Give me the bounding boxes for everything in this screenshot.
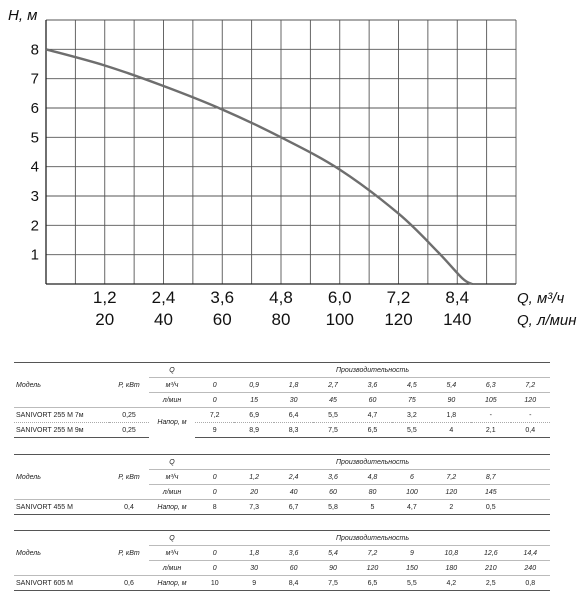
m3h-cell: 3,6 (274, 546, 313, 561)
lmin-cell: 60 (313, 485, 352, 500)
model-label: Модель (16, 381, 41, 389)
perf-label: Производительность (195, 363, 550, 378)
head-cell: 5,5 (392, 576, 431, 591)
lmin-cell: 0 (195, 561, 234, 576)
model-power: 0,4 (109, 500, 149, 515)
x-tick-labels-lmin (95, 310, 471, 329)
table-row (14, 423, 550, 438)
lmin-cell: 30 (274, 393, 313, 408)
lmin-cell: 15 (234, 393, 273, 408)
m3h-cell: 0 (195, 546, 234, 561)
head-cell: 6,7 (274, 500, 313, 515)
head-cell: 8 (195, 500, 234, 515)
head-cell: 2,5 (471, 576, 510, 591)
y-tick-label: 6 (30, 100, 39, 117)
m3h-cell: 7,2 (511, 378, 551, 393)
model-power: 0,25 (109, 408, 149, 423)
head-cell: - (511, 408, 551, 423)
head-cell: 5,5 (392, 423, 431, 438)
lmin-cell: 0 (195, 393, 234, 408)
model-name: SANIVORT 605 M (14, 576, 109, 591)
head-cell: 5 (353, 500, 392, 515)
chart-grid (46, 20, 516, 284)
m3h-cell: 7,2 (353, 546, 392, 561)
lmin-cell: 150 (392, 561, 431, 576)
x-tick-label-lmin: 20 (95, 310, 115, 329)
lmin-cell: 100 (392, 485, 431, 500)
model-power: 0,6 (109, 576, 149, 591)
q-label: Q (149, 531, 195, 546)
head-label: Напор, м (149, 576, 195, 591)
head-cell (511, 500, 551, 515)
lmin-cell: 45 (313, 393, 352, 408)
head-cell: 5,8 (313, 500, 352, 515)
m3h-cell: 14,4 (511, 546, 551, 561)
x-tick-label-m3h: 1,2 (92, 288, 117, 307)
unit-lmin: л/мин (149, 561, 195, 576)
perf-label: Производительность (195, 455, 550, 470)
head-label: Напор, м (149, 408, 195, 438)
model-power: 0,25 (109, 423, 149, 438)
lmin-cell: 120 (353, 561, 392, 576)
lmin-cell: 105 (471, 393, 510, 408)
m3h-cell: 0 (195, 378, 234, 393)
performance-table-455 (14, 454, 550, 515)
model-name: SANIVORT 255 M 7м (14, 408, 109, 423)
lmin-cell: 90 (432, 393, 471, 408)
head-cell: 8,4 (274, 576, 313, 591)
m3h-cell: 2,7 (313, 378, 352, 393)
lmin-cell: 180 (432, 561, 471, 576)
m3h-cell: 6,3 (471, 378, 510, 393)
head-cell: 0,4 (511, 423, 551, 438)
x-tick-label-m3h: 3,6 (210, 288, 235, 307)
head-cell: 7,5 (313, 576, 352, 591)
head-cell: 10 (195, 576, 234, 591)
m3h-cell: 4,8 (353, 470, 392, 485)
head-cell: 6,4 (274, 408, 313, 423)
lmin-cell: 0 (195, 485, 234, 500)
m3h-cell: 12,6 (471, 546, 510, 561)
model-name: SANIVORT 255 M 9м (14, 423, 109, 438)
lmin-cell: 240 (511, 561, 551, 576)
x-tick-label-m3h: 4,8 (269, 288, 293, 307)
m3h-cell: 5,4 (313, 546, 352, 561)
head-cell: 4,2 (432, 576, 471, 591)
head-cell: 6,9 (234, 408, 273, 423)
lmin-cell: 30 (234, 561, 273, 576)
m3h-cell: 3,6 (313, 470, 352, 485)
power-label: P, кВт (118, 473, 140, 481)
head-cell: 0,8 (511, 576, 551, 591)
unit-m3h: м³/ч (149, 470, 195, 485)
y-tick-label: 2 (30, 217, 39, 235)
x-tick-label-m3h: 2,4 (151, 288, 176, 307)
x-tick-label-lmin: 100 (325, 310, 354, 329)
lmin-cell: 145 (471, 485, 510, 500)
head-cell: 6,5 (353, 423, 392, 438)
lmin-cell: 80 (353, 485, 392, 500)
performance-table-605 (14, 530, 550, 591)
head-cell: 7,3 (234, 500, 273, 515)
x-axis-title-lmin: Q, л/мин (517, 312, 577, 329)
x-tick-label-lmin: 120 (384, 310, 413, 329)
m3h-cell: 7,2 (432, 470, 471, 485)
m3h-cell: 6 (392, 470, 431, 485)
x-tick-label-m3h: 7,2 (386, 288, 411, 307)
x-tick-label-m3h: 6,0 (327, 288, 352, 307)
lmin-cell: 60 (274, 561, 313, 576)
lmin-cell: 60 (353, 393, 392, 408)
head-cell: 9 (234, 576, 273, 591)
y-tick-label: 4 (30, 158, 39, 176)
head-cell: 8,3 (274, 423, 313, 438)
head-cell: 1,8 (432, 408, 471, 423)
y-tick-label: 7 (30, 70, 39, 88)
table-row (14, 576, 550, 591)
m3h-cell: 1,8 (234, 546, 273, 561)
performance-table-255 (14, 362, 550, 438)
y-axis-title: H, м (8, 7, 38, 24)
lmin-cell (511, 485, 551, 500)
m3h-cell: 5,4 (432, 378, 471, 393)
head-cell: 4,7 (353, 408, 392, 423)
head-cell: 7,5 (313, 423, 352, 438)
q-label: Q (149, 363, 195, 378)
unit-m3h: м³/ч (149, 378, 195, 393)
unit-lmin: л/мин (149, 393, 195, 408)
head-cell: - (471, 408, 510, 423)
head-cell: 4,7 (392, 500, 431, 515)
table-row (14, 500, 550, 515)
head-cell: 0,5 (471, 500, 510, 515)
m3h-cell: 0,9 (234, 378, 273, 393)
model-label: Модель (16, 473, 41, 481)
perf-label: Производительность (195, 531, 550, 546)
m3h-cell: 8,7 (471, 470, 510, 485)
head-cell: 9 (195, 423, 234, 438)
head-label: Напор, м (149, 500, 195, 515)
head-cell: 2 (432, 500, 471, 515)
lmin-cell: 120 (432, 485, 471, 500)
model-label: Модель (16, 549, 41, 557)
x-tick-labels-m3h (93, 288, 469, 307)
q-label: Q (149, 455, 195, 470)
x-tick-label-m3h: 8,4 (445, 288, 470, 307)
head-cell: 3,2 (392, 408, 431, 423)
lmin-cell: 20 (234, 485, 273, 500)
head-cell: 7,2 (195, 408, 234, 423)
power-label: P, кВт (118, 381, 140, 389)
m3h-cell: 3,6 (353, 378, 392, 393)
m3h-cell: 1,2 (234, 470, 273, 485)
y-tick-label: 3 (30, 188, 39, 205)
m3h-cell: 0 (195, 470, 234, 485)
head-cell: 5,5 (313, 408, 352, 423)
head-cell: 2,1 (471, 423, 510, 438)
lmin-cell: 40 (274, 485, 313, 500)
unit-lmin: л/мин (149, 485, 195, 500)
table-row (14, 408, 550, 423)
lmin-cell: 120 (511, 393, 551, 408)
model-name: SANIVORT 455 M (14, 500, 109, 515)
y-tick-label: 5 (30, 129, 39, 147)
m3h-cell: 2,4 (274, 470, 313, 485)
x-tick-label-lmin: 140 (443, 310, 472, 329)
lmin-cell: 75 (392, 393, 431, 408)
power-label: P, кВт (118, 549, 140, 557)
m3h-cell: 9 (392, 546, 431, 561)
x-tick-label-lmin: 60 (212, 310, 232, 329)
m3h-cell: 1,8 (274, 378, 313, 393)
x-tick-label-lmin: 40 (154, 310, 173, 329)
lmin-cell: 90 (313, 561, 352, 576)
y-tick-labels (31, 41, 39, 263)
m3h-cell (511, 470, 551, 485)
x-tick-label-lmin: 80 (271, 310, 291, 329)
m3h-cell: 4,5 (392, 378, 431, 393)
lmin-cell: 210 (471, 561, 510, 576)
head-cell: 6,5 (353, 576, 392, 591)
y-tick-label: 8 (30, 41, 39, 59)
y-tick-label: 1 (30, 246, 39, 264)
m3h-cell: 10,8 (432, 546, 471, 561)
head-cell: 4 (432, 423, 471, 438)
unit-m3h: м³/ч (149, 546, 195, 561)
x-axis-title-m3h: Q, м³/ч (517, 290, 565, 307)
head-cell: 8,9 (234, 423, 273, 438)
